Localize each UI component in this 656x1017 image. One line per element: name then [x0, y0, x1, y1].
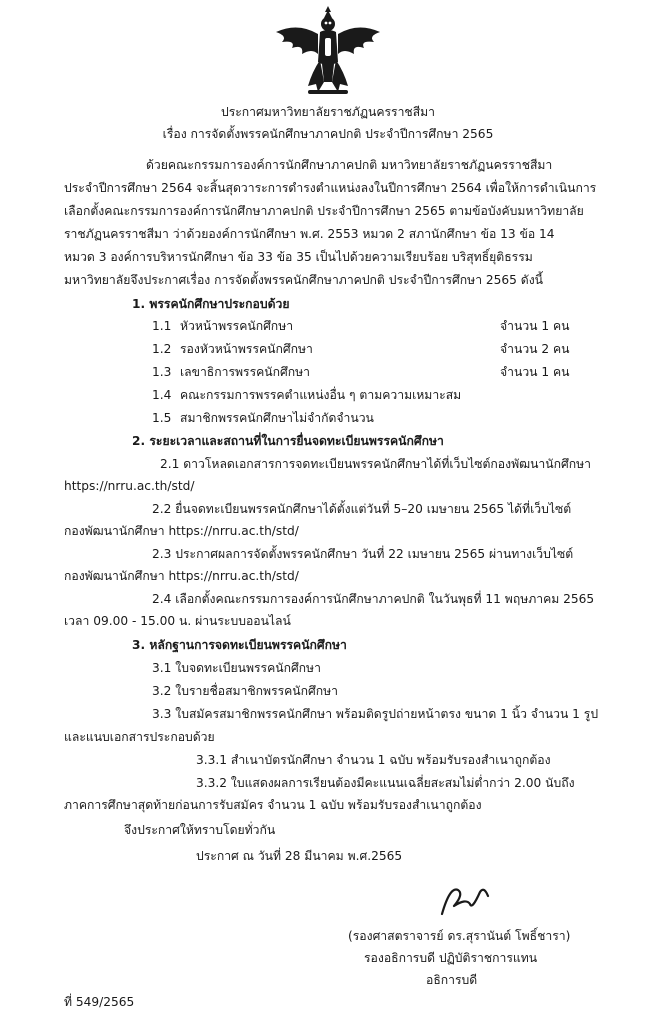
- item-number: 1.4: [152, 388, 172, 402]
- paragraph-line: ภาคการศึกษาสุดท้ายก่อนการรับสมัคร จำนวน 1 ฉบับ พร้อมรับรองสำเนาถูกต้อง: [64, 798, 482, 812]
- item-count: จำนวน 1 คน: [500, 319, 570, 333]
- signer-title: อธิการบดี: [426, 973, 478, 987]
- signer-position: รองอธิการบดี ปฏิบัติราชการแทน: [364, 951, 538, 965]
- item-text: คณะกรรมการพรรคตำแหน่งอื่น ๆ ตามความเหมาะสม: [180, 388, 462, 402]
- announcement-date: ประกาศ ณ วันที่ 28 มีนาคม พ.ศ.2565: [196, 849, 403, 863]
- item-text: หัวหน้าพรรคนักศึกษา: [180, 319, 294, 333]
- paragraph-line: 2.2 ยื่นจดทะเบียนพรรคนักศึกษาได้ตั้งแต่วันที่ 5–20 เมษายน 2565 ได้ที่เว็บไซต์: [152, 502, 572, 516]
- signer-name: (รองศาสตราจารย์ ดร.สุรานันต์ โพธิ์ชารา): [348, 929, 571, 943]
- paragraph-line: 3.3.1 สำเนาบัตรนักศึกษา จำนวน 1 ฉบับ พร้อมรับรองสำเนาถูกต้อง: [196, 753, 551, 767]
- intro-line: มหาวิทยาลัยจึงประกาศเรื่อง การจัดตั้งพรรคนักศึกษาภาคปกติ ประจำปีการศึกษา 2565 ดังนี้: [64, 273, 543, 287]
- signature-icon: [436, 880, 496, 920]
- item-number: 1.5: [152, 411, 172, 425]
- intro-line: หมวด 3 องค์การบริหารนักศึกษา ข้อ 33 ข้อ 35 เป็นไปด้วยความเรียบร้อย บริสุทธิ์ยุติธรรม: [64, 250, 533, 264]
- garuda-emblem-icon: [268, 2, 388, 100]
- paragraph-line: 2.1 ดาวโหลดเอกสารการจดทะเบียนพรรคนักศึกษาได้ที่เว็บไซต์กองพัฒนานักศึกษา: [160, 457, 591, 471]
- document-title: ประกาศมหาวิทยาลัยราชภัฏนครราชสีมา: [220, 105, 436, 119]
- item-count: จำนวน 2 คน: [500, 342, 570, 356]
- item-text: รองหัวหน้าพรรคนักศึกษา: [180, 342, 313, 356]
- item-count: จำนวน 1 คน: [500, 365, 570, 379]
- intro-line: ด้วยคณะกรรมการองค์การนักศึกษาภาคปกติ มหาวิทยาลัยราชภัฏนครราชสีมา: [146, 158, 553, 172]
- paragraph-line: 2.3 ประกาศผลการจัดตั้งพรรคนักศึกษา วันที่ 22 เมษายน 2565 ผ่านทางเว็บไซต์: [152, 547, 574, 561]
- paragraph-line: 3.3 ใบสมัครสมาชิกพรรคนักศึกษา พร้อมติดรูปถ่ายหน้าตรง ขนาด 1 นิ้ว จำนวน 1 รูป: [152, 707, 599, 721]
- item-number: 1.2: [152, 342, 172, 356]
- item-text: เลขาธิการพรรคนักศึกษา: [180, 365, 310, 379]
- item-number: 1.3: [152, 365, 172, 379]
- paragraph-line: 2.4 เลือกตั้งคณะกรรมการองค์การนักศึกษาภาคปกติ ในวันพุธที่ 11 พฤษภาคม 2565: [152, 592, 595, 606]
- website-link[interactable]: https://nrru.ac.th/std/: [64, 479, 195, 493]
- section-heading: 3. หลักฐานการจดทะเบียนพรรคนักศึกษา: [132, 638, 347, 652]
- closing-text: จึงประกาศให้ทราบโดยทั่วกัน: [124, 823, 276, 837]
- paragraph-line: และแนบเอกสารประกอบด้วย: [64, 730, 215, 744]
- section-heading: 1. พรรคนักศึกษาประกอบด้วย: [132, 297, 290, 311]
- paragraph-line: เวลา 09.00 - 15.00 น. ผ่านระบบออนไลน์: [64, 614, 291, 628]
- paragraph-line: กองพัฒนานักศึกษา https://nrru.ac.th/std/: [64, 569, 299, 583]
- intro-line: ประจำปีการศึกษา 2564 จะสิ้นสุดวาระการดำรงตำแหน่งลงในปีการศึกษา 2564 เพื่อให้การดำเนินการ: [64, 181, 597, 195]
- paragraph-line: 3.3.2 ใบแสดงผลการเรียนต้องมีคะแนนเฉลี่ยสะสมไม่ต่ำกว่า 2.00 นับถึง: [196, 776, 575, 790]
- item-text: สมาชิกพรรคนักศึกษาไม่จำกัดจำนวน: [180, 411, 374, 425]
- intro-line: เลือกตั้งคณะกรรมการองค์การนักศึกษาภาคปกติ ประจำปีการศึกษา 2565 ตามข้อบังคับมหาวิทยาลัย: [64, 204, 584, 218]
- intro-line: ราชภัฏนครราชสีมา ว่าด้วยองค์การนักศึกษา พ.ศ. 2553 หมวด 2 สภานักศึกษา ข้อ 13 ข้อ 14: [64, 227, 555, 241]
- paragraph-line: 3.1 ใบจดทะเบียนพรรคนักศึกษา: [152, 661, 321, 675]
- paragraph-line: 3.2 ใบรายชื่อสมาชิกพรรคนักศึกษา: [152, 684, 339, 698]
- item-number: 1.1: [152, 319, 172, 333]
- paragraph-line: กองพัฒนานักศึกษา https://nrru.ac.th/std/: [64, 524, 299, 538]
- document-subject: เรื่อง การจัดตั้งพรรคนักศึกษาภาคปกติ ประจำปีการศึกษา 2565: [162, 127, 494, 141]
- document-number: ที่ 549/2565: [64, 995, 135, 1009]
- section-heading: 2. ระยะเวลาและสถานที่ในการยื่นจดทะเบียนพรรคนักศึกษา: [132, 434, 444, 448]
